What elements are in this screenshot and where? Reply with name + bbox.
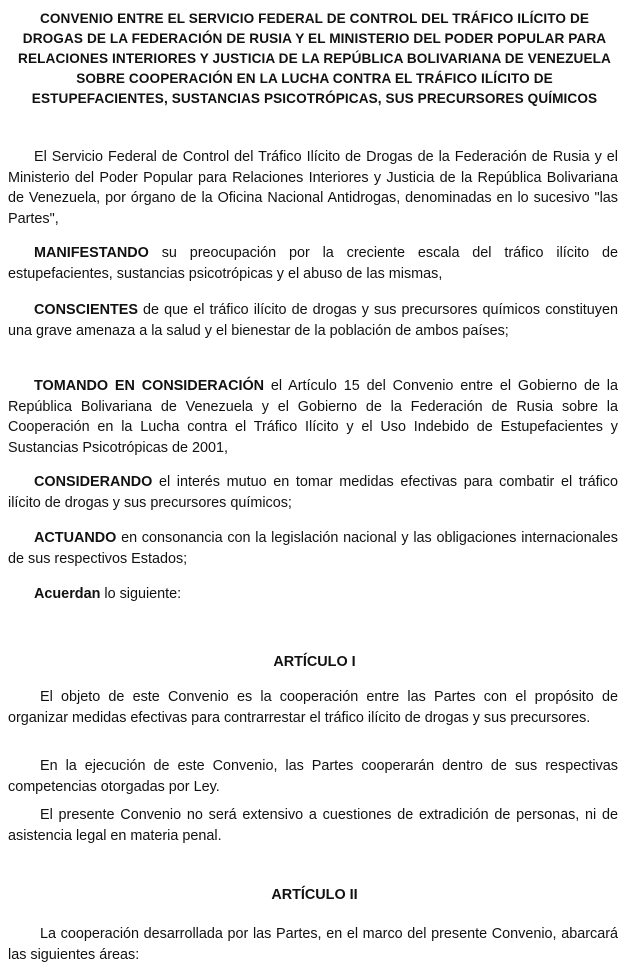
- preamble-actuando: [8, 528, 618, 569]
- preamble-intro-text: El Servicio Federal de Control del Tráfico Ilícito de Drogas de la Federación de Rusia y el Ministerio del Poder Popular para Relaciones Interiores y Justicia de la República Bolivariana de Venezuela, por órgano de la Oficina Nacional Antidrogas, denominadas en lo sucesivo "las Partes",: [8, 149, 618, 227]
- clause-text: el interés mutuo en tomar medidas efectivas para combatir el tráfico ilícito de drogas y sus precursores químicos;: [8, 474, 618, 511]
- clause-text: de que el tráfico ilícito de drogas y sus precursores químicos constituyen una grave amenaza a la salud y el bienestar de la población de ambos países;: [8, 302, 618, 339]
- clause-keyword: CONSIDERANDO: [34, 474, 153, 490]
- article-1-p1: El objeto de este Convenio es la cooperación entre las Partes con el propósito de organizar medidas efectivas para contrarrestar el tráfico ilícito de drogas y sus precursores.: [8, 689, 618, 726]
- article-2-paragraph: [8, 924, 618, 965]
- preamble-considerando: [8, 472, 618, 513]
- title-line: CONVENIO ENTRE EL SERVICIO FEDERAL DE CONTROL DEL TRÁFICO ILÍCITO DE: [39, 11, 590, 26]
- article-2-p1: La cooperación desarrollada por las Partes, en el marco del presente Convenio, abarcará las siguientes áreas:: [8, 926, 618, 963]
- preamble-conscientes: [8, 300, 618, 341]
- clause-text: lo siguiente:: [100, 586, 182, 602]
- preamble-intro: [8, 147, 618, 229]
- article-1-p2: En la ejecución de este Convenio, las Partes cooperarán dentro de sus respectivas competencias otorgadas por Ley.: [8, 758, 618, 795]
- article-1-heading: ARTÍCULO I: [273, 654, 356, 670]
- title-line: SOBRE COOPERACIÓN EN LA LUCHA CONTRA EL TRÁFICO ILÍCITO DE: [76, 71, 553, 86]
- clause-text: el Artículo 15 del Convenio entre el Gobierno de la República Bolivariana de Venezuela y el Gobierno de la Federación de Rusia sobre la Cooperación en la Lucha contra el Tráfico Ilícito y el Uso Indebido de Estupefacientes y Sustancias Psicotrópicas de 2001,: [8, 378, 618, 456]
- clause-keyword: Acuerdan: [34, 586, 101, 602]
- article-1-paragraph: [8, 687, 618, 728]
- article-1-paragraph: [8, 805, 618, 846]
- preamble-manifestando: [8, 243, 618, 284]
- clause-keyword: ACTUANDO: [34, 530, 117, 546]
- preamble-tomando: [8, 376, 618, 458]
- article-2-heading: ARTÍCULO II: [271, 887, 358, 903]
- clause-keyword: CONSCIENTES: [34, 302, 138, 318]
- title-line: ESTUPEFACIENTES, SUSTANCIAS PSICOTRÓPICAS, SUS PRECURSORES QUÍMICOS: [31, 91, 598, 106]
- clause-text: su preocupación por la creciente escala del tráfico ilícito de estupefacientes, sustancias psicotrópicas y el abuso de las mismas,: [8, 245, 618, 282]
- preamble-acuerdan: [8, 584, 618, 605]
- article-1-p3: El presente Convenio no será extensivo a cuestiones de extradición de personas, ni de asistencia legal en materia penal.: [8, 807, 618, 844]
- clause-keyword: TOMANDO EN CONSIDERACIÓN: [34, 378, 265, 394]
- clause-text: en consonancia con la legislación nacional y las obligaciones internacionales de sus respectivos Estados;: [8, 530, 618, 567]
- title-line: DROGAS DE LA FEDERACIÓN DE RUSIA Y EL MINISTERIO DEL PODER POPULAR PARA: [22, 31, 607, 46]
- clause-keyword: MANIFESTANDO: [34, 245, 149, 261]
- title-line: RELACIONES INTERIORES Y JUSTICIA DE LA REPÚBLICA BOLIVARIANA DE VENEZUELA: [18, 51, 611, 66]
- article-1-paragraph: [8, 756, 618, 797]
- document-title: [10, 9, 619, 109]
